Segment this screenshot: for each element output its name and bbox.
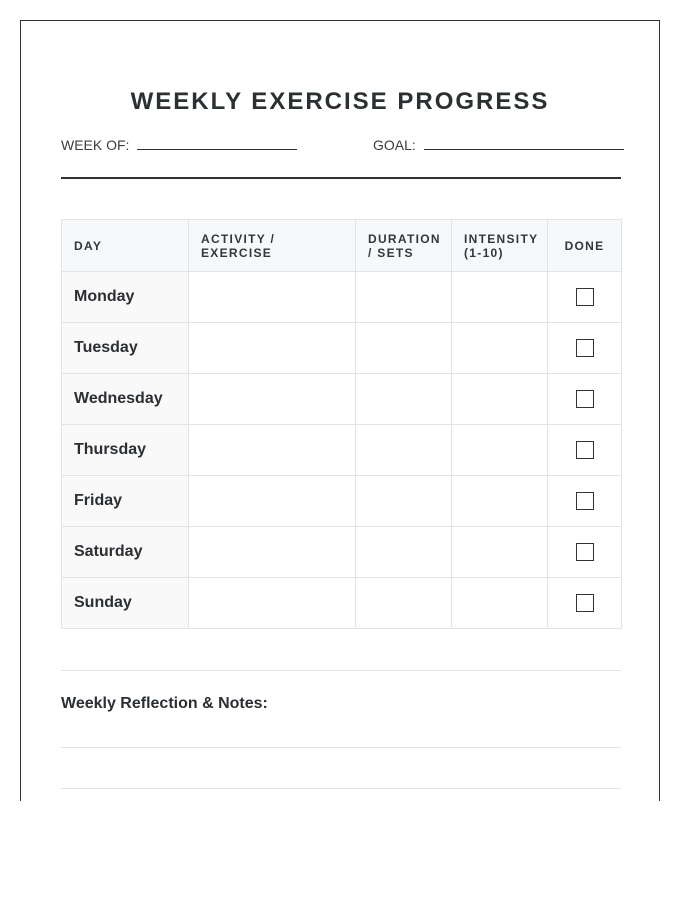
header-divider — [61, 177, 621, 179]
done-cell — [548, 425, 622, 476]
notes-line-1[interactable] — [61, 747, 621, 748]
day-cell: Saturday — [62, 527, 189, 578]
notes-line-2[interactable] — [61, 788, 621, 789]
column-header-activity: ACTIVITY / EXERCISE — [189, 220, 356, 272]
duration-cell[interactable] — [356, 476, 452, 527]
intensity-cell[interactable] — [452, 476, 548, 527]
table-row — [62, 476, 622, 527]
activity-cell[interactable] — [189, 476, 356, 527]
intensity-cell[interactable] — [452, 272, 548, 323]
done-checkbox[interactable] — [576, 594, 594, 612]
done-cell — [548, 272, 622, 323]
column-header-done: DONE — [548, 220, 622, 272]
done-checkbox[interactable] — [576, 288, 594, 306]
activity-cell[interactable] — [189, 425, 356, 476]
done-cell — [548, 374, 622, 425]
duration-cell[interactable] — [356, 527, 452, 578]
week-of-label: WEEK OF: — [61, 137, 130, 153]
duration-cell[interactable] — [356, 323, 452, 374]
activity-cell[interactable] — [189, 527, 356, 578]
day-cell: Sunday — [62, 578, 189, 629]
week-of-field — [61, 137, 297, 153]
done-checkbox[interactable] — [576, 441, 594, 459]
table-row — [62, 578, 622, 629]
table-row — [62, 272, 622, 323]
intensity-cell[interactable] — [452, 578, 548, 629]
column-header-intensity: INTENSITY (1-10) — [452, 220, 548, 272]
done-checkbox[interactable] — [576, 339, 594, 357]
activity-cell[interactable] — [189, 272, 356, 323]
day-cell: Thursday — [62, 425, 189, 476]
done-cell — [548, 476, 622, 527]
week-of-input[interactable] — [137, 137, 297, 150]
column-header-duration: DURATION / SETS — [356, 220, 452, 272]
notes-label: Weekly Reflection & Notes: — [61, 695, 268, 712]
goal-label: GOAL: — [373, 137, 416, 153]
done-checkbox[interactable] — [576, 543, 594, 561]
done-cell — [548, 323, 622, 374]
notes-divider — [61, 670, 621, 671]
duration-cell[interactable] — [356, 374, 452, 425]
intensity-cell[interactable] — [452, 527, 548, 578]
table-row — [62, 425, 622, 476]
table-row — [62, 374, 622, 425]
done-checkbox[interactable] — [576, 390, 594, 408]
exercise-log-table — [61, 219, 622, 629]
intensity-cell[interactable] — [452, 425, 548, 476]
table-header-row — [62, 220, 622, 272]
day-cell: Wednesday — [62, 374, 189, 425]
activity-cell[interactable] — [189, 374, 356, 425]
column-header-day: DAY — [62, 220, 189, 272]
goal-field — [373, 137, 624, 153]
done-cell — [548, 527, 622, 578]
duration-cell[interactable] — [356, 578, 452, 629]
day-cell: Friday — [62, 476, 189, 527]
duration-cell[interactable] — [356, 425, 452, 476]
goal-input[interactable] — [424, 137, 624, 150]
table-row — [62, 527, 622, 578]
done-checkbox[interactable] — [576, 492, 594, 510]
worksheet-page — [20, 20, 660, 801]
duration-cell[interactable] — [356, 272, 452, 323]
day-cell: Tuesday — [62, 323, 189, 374]
activity-cell[interactable] — [189, 323, 356, 374]
done-cell — [548, 578, 622, 629]
intensity-cell[interactable] — [452, 323, 548, 374]
page-title: WEEKLY EXERCISE PROGRESS — [130, 88, 550, 115]
table-row — [62, 323, 622, 374]
activity-cell[interactable] — [189, 578, 356, 629]
day-cell: Monday — [62, 272, 189, 323]
intensity-cell[interactable] — [452, 374, 548, 425]
